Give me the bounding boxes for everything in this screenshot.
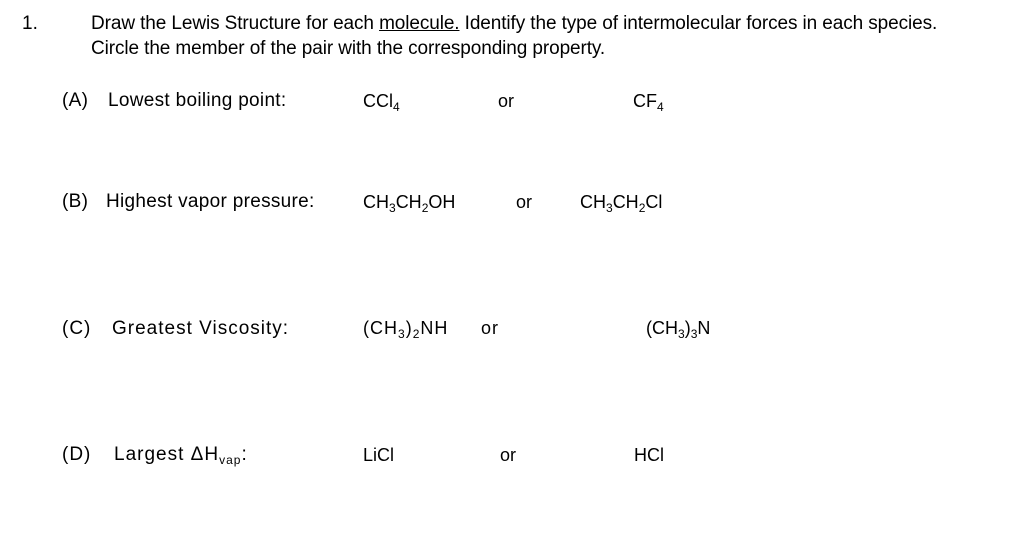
item-d-separator: or	[500, 445, 517, 465]
prompt-text: Largest ΔH	[114, 444, 220, 465]
prompt-text: :	[241, 444, 248, 465]
item-a-left-formula[interactable]	[363, 91, 400, 112]
formula-subscript: 2	[638, 201, 646, 215]
formula-part: CCl	[363, 91, 393, 111]
formula-part: (CH	[646, 318, 678, 338]
item-c-left-formula[interactable]	[363, 318, 448, 339]
item-d-prompt	[114, 444, 248, 466]
formula-subscript: 4	[657, 100, 664, 114]
formula-subscript: 2	[412, 327, 421, 341]
formula-part: N	[697, 318, 711, 338]
instruction-underlined-word: molecule.	[379, 13, 460, 34]
formula-subscript: 3	[606, 201, 613, 215]
formula-part: NH	[420, 318, 449, 338]
instruction-text: Identify the type of intermolecular forces in each species.	[459, 13, 938, 34]
formula-part: Cl	[645, 192, 663, 212]
instruction-text: Draw the Lewis Structure for each	[91, 13, 380, 34]
formula-part: )	[684, 318, 691, 338]
item-a-right-formula[interactable]	[633, 91, 664, 112]
formula-part: CF	[633, 91, 657, 111]
item-b-separator: or	[516, 192, 533, 212]
formula-part: OH	[428, 192, 456, 212]
prompt-subscript: vap	[219, 453, 242, 467]
formula-part: CH	[580, 192, 606, 212]
formula-subscript: 3	[678, 327, 685, 341]
item-c-right-formula[interactable]	[646, 318, 710, 339]
item-b-left-formula[interactable]	[363, 192, 455, 213]
formula-part: (CH	[363, 318, 398, 338]
instruction-line-2: Circle the member of the pair with the corresponding property.	[91, 38, 606, 59]
instruction-line-1	[91, 13, 937, 35]
item-b-prompt: Highest vapor pressure:	[106, 191, 315, 212]
formula-part: CH	[395, 192, 422, 212]
item-c-letter: (C)	[62, 318, 92, 339]
item-c-prompt: Greatest Viscosity:	[112, 318, 290, 339]
formula-subscript: 3	[389, 201, 396, 215]
item-a-prompt: Lowest boiling point:	[108, 90, 287, 111]
item-c-separator: or	[481, 318, 500, 338]
formula-part: CH	[363, 192, 389, 212]
formula-subscript: 2	[421, 201, 429, 215]
item-b-letter: (B)	[62, 191, 89, 212]
item-d-left-formula[interactable]: LiCl	[363, 445, 395, 465]
formula-subscript: 3	[398, 327, 406, 341]
item-d-letter: (D)	[62, 444, 92, 465]
item-a-letter: (A)	[62, 90, 89, 111]
item-a-separator: or	[498, 91, 515, 111]
item-d-right-formula[interactable]: HCl	[634, 445, 664, 465]
formula-part: )	[405, 318, 413, 338]
formula-subscript: 4	[393, 100, 400, 114]
formula-part: CH	[612, 192, 639, 212]
formula-subscript: 3	[690, 327, 698, 341]
question-number: 1.	[22, 13, 38, 34]
item-b-right-formula[interactable]	[580, 192, 662, 213]
